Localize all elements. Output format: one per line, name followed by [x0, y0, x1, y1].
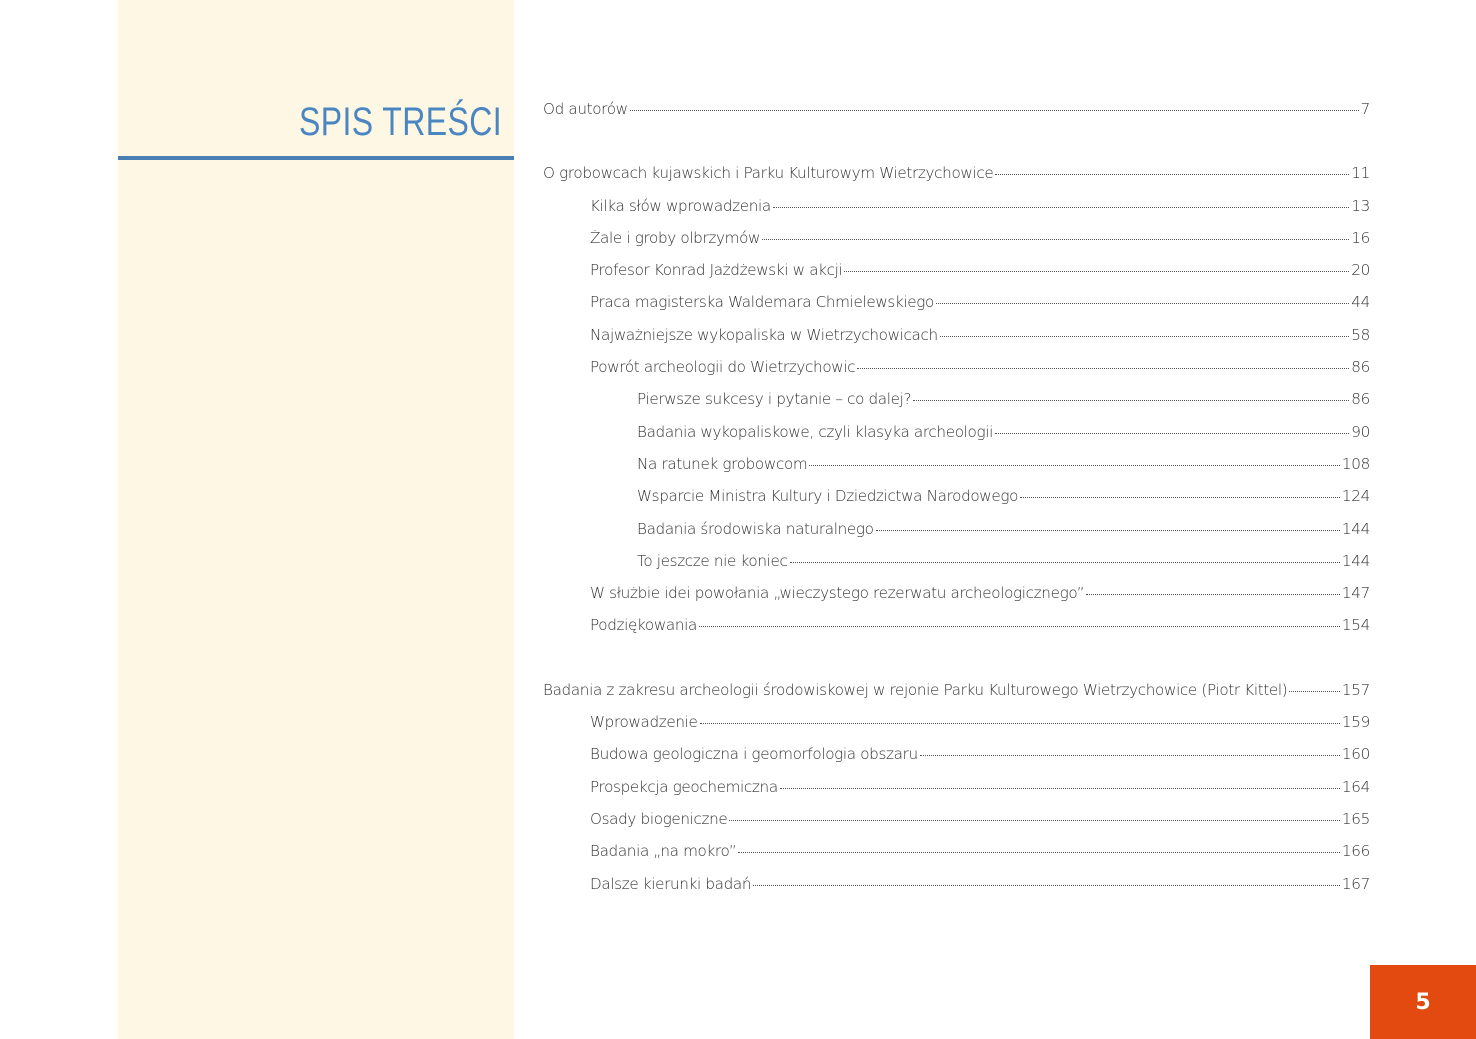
dot-leader: [857, 368, 1349, 369]
toc-entry[interactable]: [543, 326, 1370, 358]
toc-entry[interactable]: [543, 842, 1370, 874]
toc-entry-page: 166: [1341, 842, 1370, 861]
toc-entry-title: Podziękowania: [590, 616, 697, 635]
toc-entry-title: Badania „na mokro”: [590, 842, 737, 861]
toc-entry-title: Badania środowiska naturalnego: [637, 519, 874, 538]
toc-entry-title: Na ratunek grobowcom: [637, 454, 808, 473]
toc-entry-title: Osady biogeniczne: [590, 809, 728, 828]
toc-entry-title: Budowa geologiczna i geomorfologia obszaru: [590, 745, 918, 764]
page-title: SPIS TREŚCI: [299, 100, 502, 144]
toc-entry-page: 20: [1351, 261, 1370, 280]
toc-entry-title: Praca magisterska Waldemara Chmielewskiego: [590, 293, 934, 312]
toc-entry-title: Od autorów: [543, 100, 628, 118]
dot-leader: [995, 174, 1349, 175]
toc-entry[interactable]: [543, 455, 1370, 487]
toc-entry-title: Profesor Konrad Jażdżewski w akcji: [590, 261, 843, 280]
toc-entry-page: 86: [1351, 358, 1370, 377]
toc-entry-title: Wprowadzenie: [590, 713, 698, 732]
toc-entry-title: W służbie idei powołania „wieczystego rezerwatu archeologicznego”: [590, 584, 1085, 603]
toc-entry-page: 124: [1341, 487, 1370, 506]
toc-entry[interactable]: [543, 487, 1370, 519]
dot-leader: [809, 465, 1340, 466]
toc-entry[interactable]: [543, 552, 1370, 584]
toc-entry[interactable]: [543, 100, 1370, 132]
toc-section: [543, 681, 1370, 907]
toc-entry-title: Najważniejsze wykopaliska w Wietrzychowicach: [590, 325, 938, 344]
dot-leader: [913, 400, 1349, 401]
toc-entry-page: 160: [1341, 745, 1370, 764]
dot-leader: [844, 271, 1349, 272]
toc-entry-title: Dalsze kierunki badań: [590, 874, 752, 893]
toc-entry-title: Prospekcja geochemiczna: [590, 777, 778, 796]
page-number-badge: 5: [1370, 965, 1476, 1039]
toc-entry[interactable]: [543, 261, 1370, 293]
dot-leader: [700, 723, 1340, 724]
toc-entry-title: Kilka słów wprowadzenia: [590, 196, 771, 215]
toc-entry-title: Powrót archeologii do Wietrzychowic: [590, 358, 856, 377]
toc-entry-page: 157: [1341, 680, 1370, 699]
toc-entry-page: 167: [1341, 874, 1370, 893]
toc-entry-title: Żale i groby olbrzymów: [590, 228, 761, 247]
toc-entry[interactable]: [543, 875, 1370, 907]
toc-entry-page: 144: [1341, 519, 1370, 538]
dot-leader: [729, 820, 1339, 821]
toc-entry-title: Pierwsze sukcesy i pytanie – co dalej?: [637, 390, 912, 409]
toc-entry[interactable]: [543, 390, 1370, 422]
toc-entry-page: 58: [1351, 325, 1370, 344]
toc-entry-page: 90: [1351, 422, 1370, 441]
dot-leader: [920, 755, 1340, 756]
toc-section: [543, 100, 1370, 132]
toc-entry-title: To jeszcze nie koniec: [637, 551, 788, 570]
toc-entry-page: 165: [1341, 809, 1370, 828]
toc-entry[interactable]: [543, 229, 1370, 261]
dot-leader: [699, 626, 1340, 627]
dot-leader: [773, 207, 1349, 208]
dot-leader: [1289, 691, 1340, 692]
toc-entry-page: 44: [1351, 293, 1370, 312]
toc-entry-page: 159: [1341, 713, 1370, 732]
dot-leader: [790, 562, 1340, 563]
dot-leader: [753, 885, 1340, 886]
toc-entry[interactable]: [543, 423, 1370, 455]
dot-leader: [1086, 594, 1340, 595]
toc-entry-page: 16: [1351, 228, 1370, 247]
toc-entry-page: 108: [1341, 454, 1370, 473]
toc-entry[interactable]: [543, 810, 1370, 842]
toc-entry-title: Badania wykopaliskowe, czyli klasyka archeologii: [637, 422, 993, 441]
toc-entry-title: Badania z zakresu archeologii środowiskowej w rejonie Parku Kulturowego Wietrzychowice (Piotr Kittel): [543, 680, 1288, 699]
toc-entry[interactable]: [543, 681, 1370, 713]
toc-entry[interactable]: [543, 584, 1370, 616]
toc-entry-title: Wsparcie Ministra Kultury i Dziedzictwa Narodowego: [637, 487, 1019, 506]
toc-entry-title: O grobowcach kujawskich i Parku Kulturowym Wietrzychowice: [543, 164, 994, 183]
toc-entry-page: 11: [1351, 164, 1370, 183]
toc-entry[interactable]: [543, 520, 1370, 552]
toc-entry[interactable]: [543, 778, 1370, 810]
toc-entry-page: 147: [1341, 584, 1370, 603]
toc-entry[interactable]: [543, 745, 1370, 777]
dot-leader: [762, 239, 1349, 240]
toc-section: [543, 164, 1370, 648]
heading-divider: [118, 156, 514, 160]
dot-leader: [780, 788, 1340, 789]
toc-entry-page: 164: [1341, 777, 1370, 796]
toc-entry[interactable]: [543, 164, 1370, 196]
dot-leader: [995, 433, 1349, 434]
table-of-contents: [543, 100, 1370, 907]
toc-entry[interactable]: [543, 197, 1370, 229]
toc-entry[interactable]: [543, 293, 1370, 325]
toc-entry[interactable]: [543, 713, 1370, 745]
toc-entry[interactable]: [543, 358, 1370, 390]
toc-entry-page: 154: [1341, 616, 1370, 635]
toc-entry-page: 7: [1360, 100, 1370, 118]
dot-leader: [630, 110, 1359, 111]
dot-leader: [738, 852, 1340, 853]
dot-leader: [1020, 497, 1340, 498]
toc-entry[interactable]: [543, 616, 1370, 648]
dot-leader: [940, 336, 1350, 337]
toc-entry-page: 144: [1341, 551, 1370, 570]
dot-leader: [876, 530, 1340, 531]
toc-entry-page: 13: [1351, 196, 1370, 215]
dot-leader: [936, 303, 1349, 304]
toc-entry-page: 86: [1351, 390, 1370, 409]
